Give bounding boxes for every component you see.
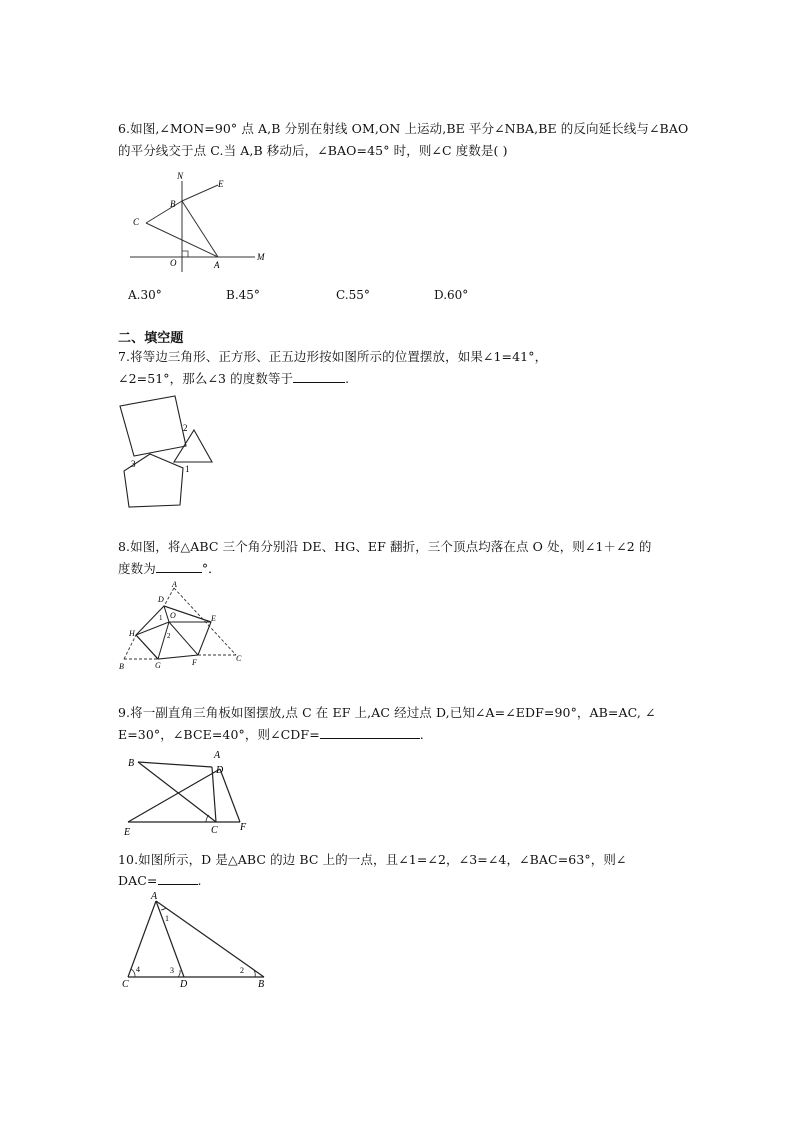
q9-label-d: D [216,765,224,776]
q6-option-a: A.30° [128,288,162,302]
q8-figure [114,578,254,670]
q10-text-line-2 [118,872,202,888]
q9-text-line-1: 9.将一副直角三角板如图摆放,点 C 在 EF 上,AC 经过点 D,已知∠A=∠EDF=90°，AB=AC, ∠ [118,705,656,720]
q6-ray-be [182,185,218,201]
q10-segment-ca [128,901,156,977]
q6-right-angle-mark [182,251,188,257]
q7-square [120,396,186,456]
q6-option-d: D.60° [434,288,469,302]
q10-label-d: D [180,979,188,990]
q9-label-f: F [240,822,247,833]
q8-label-o: O [170,611,176,620]
q6-segment-cb [146,201,182,223]
q8-edge-hg [136,635,158,659]
q6-label-e: E [218,179,224,189]
q10-label-1: 1 [165,914,169,923]
q8-text-line-1: 8.如图，将△ABC 三个角分别沿 DE、HG、EF 翻折，三个顶点均落在点 O 处，则∠1＋∠2 的 [118,539,652,554]
q6-figure [125,168,275,276]
q8-text-line-2-end: °． [201,561,221,576]
q8-edge-ho [136,622,169,635]
q10-figure [118,890,268,990]
q9-figure [120,745,260,837]
q9-segment-bc [138,762,216,822]
q8-label-b: B [119,662,124,670]
q7-text-line-2-start: ∠2=51°，那么∠3 的度数等于 [118,371,294,386]
q8-dashed-bh [124,635,136,659]
q7-label-3: 3 [131,459,136,469]
section-2-heading: 二、填空题 [118,331,184,346]
q10-label-a: A [151,891,158,902]
q8-label-g: G [155,661,161,670]
q8-label-d: D [158,595,164,604]
q10-label-2: 2 [240,966,244,975]
q7-text-line-2 [118,369,349,387]
q9-text-line-2-end: . [419,727,424,742]
q6-label-a: A [214,260,220,270]
q9-segment-ba [138,762,212,767]
q10-text-line-2-start: DAC= [118,873,158,888]
q10-angle-mark-4 [131,969,135,977]
q7-label-1: 1 [185,464,190,474]
q6-option-c: C.55° [336,288,370,302]
q9-label-b: B [128,758,135,769]
q8-text-line-2 [118,559,221,577]
q7-answer-blank[interactable] [293,370,345,383]
q9-segment-df [220,769,240,822]
q9-text-line-2 [118,725,424,743]
q8-text-line-2-start: 度数为 [118,561,156,576]
q9-label-e: E [124,827,131,837]
q8-label-2: 2 [167,632,171,640]
q10-label-c: C [122,979,129,990]
q7-text-line-2-end: . [345,371,350,386]
q10-label-4: 4 [136,965,140,974]
q6-text-line-1: 6.如图,∠MON=90° 点 A,B 分别在射线 OM,ON 上运动,BE 平分∠NBA,BE 的反向延长线与∠BAO [118,121,689,136]
q8-label-e: E [211,614,216,623]
q10-text-line-2-end: . [197,873,202,888]
q8-edge-fo [169,622,198,655]
q6-label-m: M [257,252,265,262]
q6-label-b: B [170,199,176,209]
q8-edge-go [158,622,169,659]
q6-label-c: C [133,217,140,227]
q6-option-b: B.45° [226,288,260,302]
q7-figure [112,392,222,512]
q9-label-c: C [211,825,218,836]
q7-triangle [174,430,212,462]
q8-label-f: F [192,658,197,667]
q8-label-1: 1 [159,614,163,622]
q10-label-3: 3 [170,966,174,975]
q8-answer-blank[interactable] [156,560,202,573]
q10-label-b: B [258,979,265,990]
q9-text-line-2-start: E=30°，∠BCE=40°，则∠CDF= [118,727,320,742]
q8-edge-do [164,606,169,622]
q6-label-n: N [177,171,184,181]
q7-label-2: 2 [183,423,188,433]
q10-angle-mark-3 [178,970,180,977]
q10-angle-mark-1 [161,908,166,910]
q7-text-line-1: 7.将等边三角形、正方形、正五边形按如图所示的位置摆放，如果∠1=41°， [118,349,548,364]
q8-label-a: A [172,580,177,589]
q8-label-h: H [129,629,135,638]
q8-dashed-ad [164,588,174,606]
q8-label-c: C [236,654,242,663]
q9-answer-blank[interactable] [320,726,420,739]
q9-label-a: A [214,750,221,761]
q10-answer-blank[interactable] [158,872,198,885]
q6-text-line-2: 的平分线交于点 C.当 A,B 移动后，∠BAO=45° 时，则∠C 度数是( ) [118,143,508,158]
q6-label-o: O [170,258,177,268]
q10-text-line-1: 10.如图所示，D 是△ABC 的边 BC 上的一点，且∠1=∠2，∠3=∠4，∠BAC=63°，则∠ [118,852,627,867]
